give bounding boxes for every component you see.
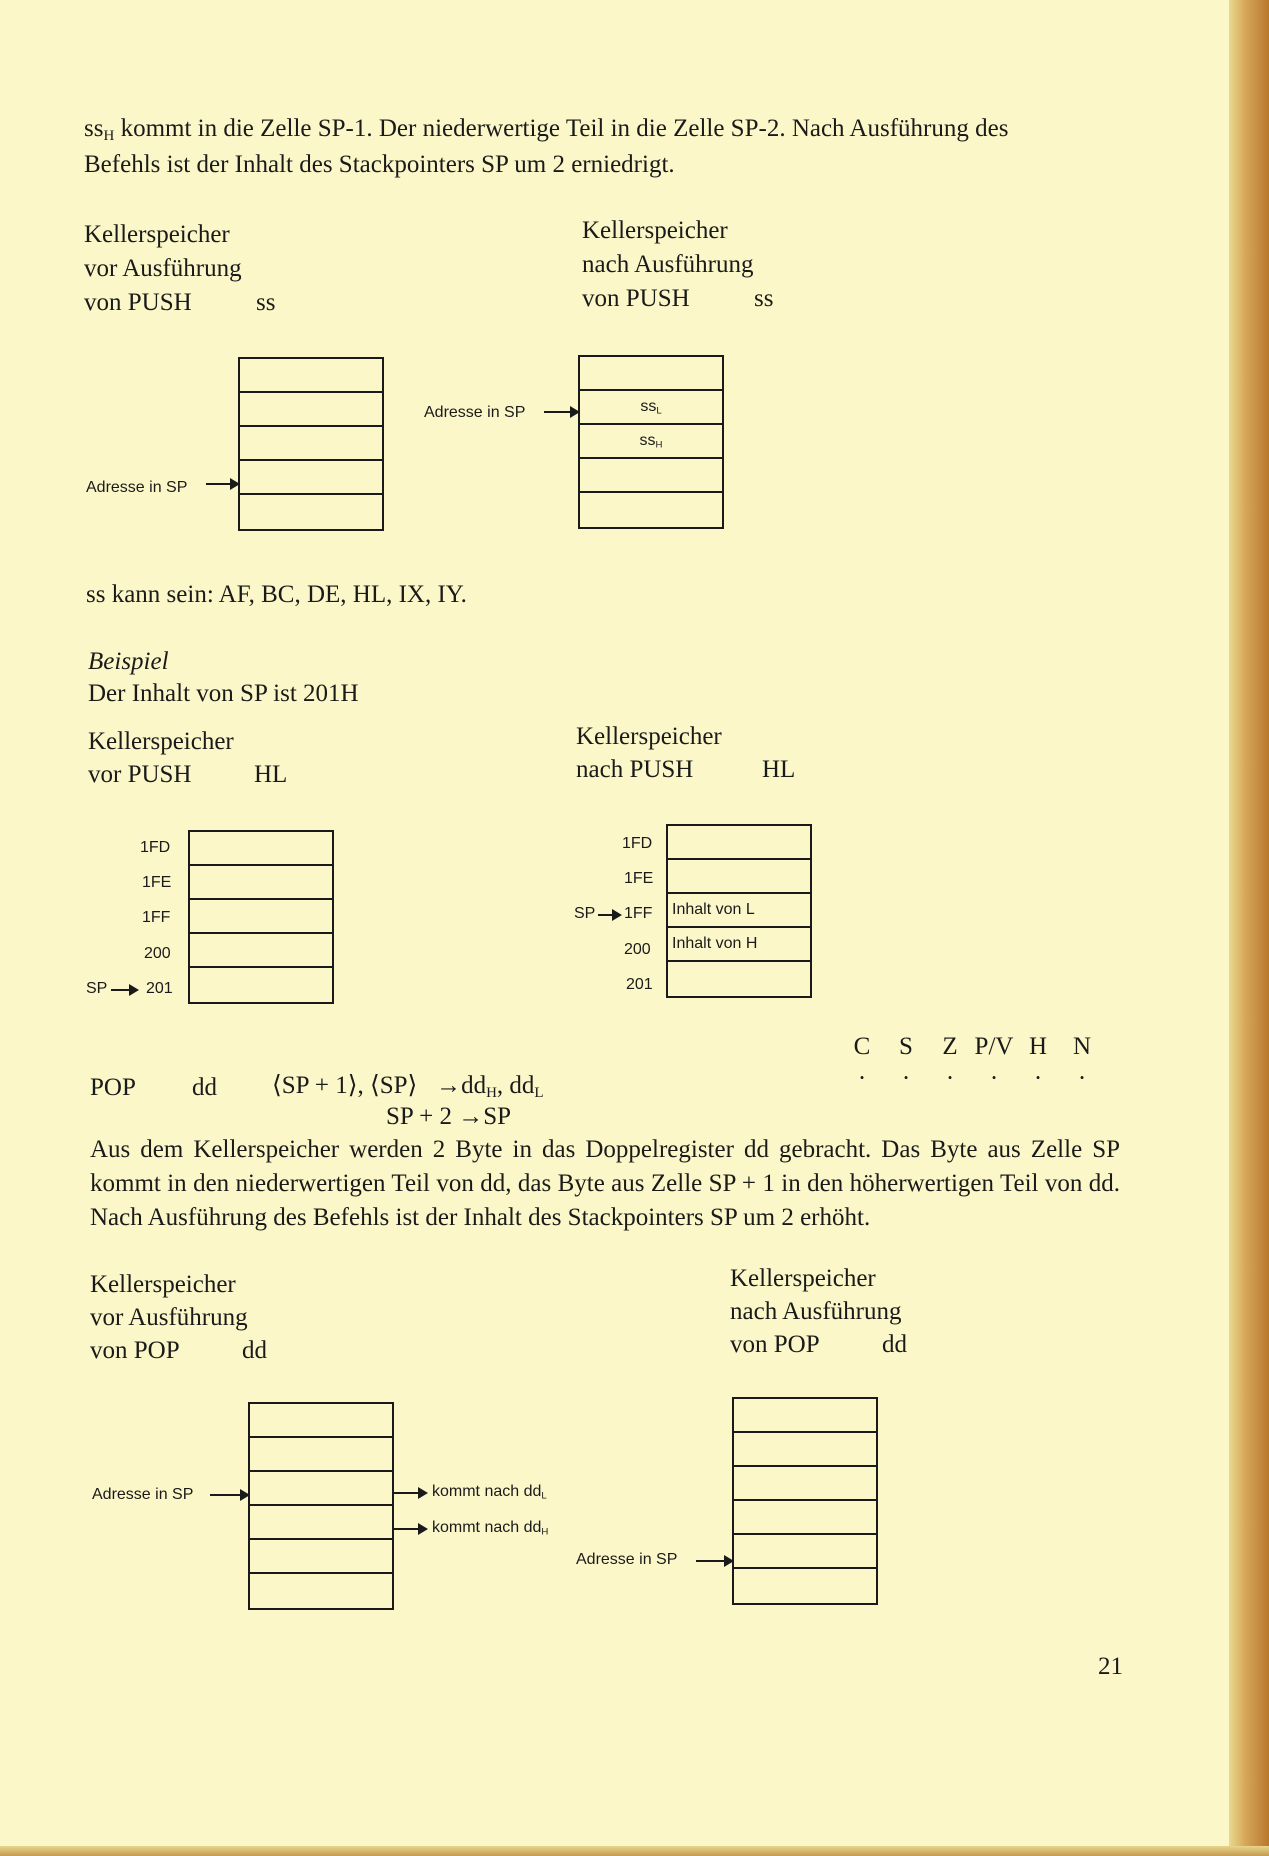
example-right-caption-1: Kellerspeicher <box>576 723 722 750</box>
sp-label: SP <box>574 905 596 922</box>
stack-cell <box>734 1399 876 1433</box>
pop-before-pointer-label: Adresse in SP <box>92 1486 194 1503</box>
stack-cell <box>190 968 332 1002</box>
pop-description: Aus dem Kellerspeicher werden 2 Byte in das Doppelregister dd gebracht. Das Byte aus Zelle SP kommt in den niederwertigen Teil von dd, das Byte aus Zelle SP + 1 in den höherwertigen Teil von dd. Nach Ausführung des Befehls ist der Inhalt des Stackpointers SP um 2 erhöht. <box>90 1136 1120 1231</box>
stack-cell <box>250 1540 392 1574</box>
addr-label: 200 <box>144 945 171 962</box>
pop-right-caption-1: Kellerspeicher <box>730 1265 876 1292</box>
stack-cell <box>580 357 722 391</box>
addr-label: 201 <box>146 980 173 997</box>
push-before-stack <box>238 357 384 531</box>
stack-cell <box>250 1506 392 1540</box>
stack-cell <box>240 461 382 495</box>
example-left-caption-1: Kellerspeicher <box>88 728 234 755</box>
addr-label: 1FF <box>624 905 653 922</box>
stack-cell <box>668 962 810 996</box>
stack-cell <box>668 826 810 860</box>
pop-out-low-arrow <box>392 1492 426 1494</box>
pop-left-caption-2: vor Ausführung <box>90 1304 248 1331</box>
addr-label: 201 <box>626 976 653 993</box>
flag-n: N <box>1072 1033 1092 1060</box>
flag-h: H <box>1028 1033 1048 1060</box>
page-edge <box>1229 0 1269 1856</box>
stack-cell <box>250 1438 392 1472</box>
flags-header <box>840 1030 1104 1064</box>
flag-value: · <box>1077 1065 1087 1092</box>
push-after-stack <box>578 355 724 529</box>
pop-left-caption-3: von POP <box>90 1337 180 1364</box>
pop-after-stack <box>732 1397 878 1605</box>
pop-right-caption-3: von POP <box>730 1331 820 1358</box>
flag-pv: P/V <box>974 1033 1014 1060</box>
stack-cell <box>190 900 332 934</box>
pop-mnemonic: POP <box>90 1074 136 1101</box>
push-before-pointer-arrow <box>206 483 238 485</box>
example-right-caption-2: nach PUSH <box>576 756 694 783</box>
example-heading: Beispiel <box>88 648 169 675</box>
push-left-caption-1: Kellerspeicher <box>84 221 230 248</box>
addr-label: 1FD <box>622 835 653 852</box>
push-left-caption-2: vor Ausführung <box>84 255 242 282</box>
push-right-caption-4: ss <box>754 285 774 312</box>
flag-value: · <box>901 1065 911 1092</box>
example-left-caption-2: vor PUSH <box>88 761 192 788</box>
stack-cell-ssh: $ss_H$ <box>580 425 722 459</box>
stack-cell <box>580 459 722 493</box>
sp-pointer-arrow <box>111 989 137 991</box>
pop-out-low-label: kommt nach $dd_L$ <box>432 1483 547 1502</box>
push-before-pointer-label: Adresse in SP <box>86 479 188 496</box>
pop-after-pointer-arrow <box>696 1560 732 1562</box>
push-right-caption-2: nach Ausführung <box>582 251 754 278</box>
example-after-stack <box>666 824 812 998</box>
flags-values <box>840 1062 1104 1096</box>
pop-after-pointer-label: Adresse in SP <box>576 1551 678 1568</box>
addr-label: 1FF <box>142 909 171 926</box>
pop-left-caption-4: dd <box>242 1337 267 1364</box>
stack-cell <box>734 1467 876 1501</box>
stack-cell-inhalt-h: Inhalt von H <box>668 928 810 962</box>
addr-label: 1FE <box>142 874 172 891</box>
flag-s: S <box>899 1033 913 1060</box>
stack-cell <box>580 493 722 527</box>
addr-label: 1FE <box>624 870 654 887</box>
stack-cell <box>190 934 332 968</box>
flag-c: C <box>853 1033 871 1060</box>
sp-pointer-arrow <box>598 914 620 916</box>
flag-value: · <box>989 1065 999 1092</box>
ss-options: ss kann sein: AF, BC, DE, HL, IX, IY. <box>86 581 467 608</box>
pop-operation-1: ⟨SP + 1⟩, ⟨SP⟩ $\to dd_H$, $dd_L$ <box>272 1072 544 1101</box>
stack-cell <box>190 866 332 900</box>
example-right-caption-3: HL <box>762 756 796 783</box>
intro-line-2: Befehls ist der Inhalt des Stackpointers SP um 2 erniedrigt. <box>84 151 675 178</box>
push-after-pointer-label: Adresse in SP <box>424 404 526 421</box>
stack-cell <box>240 393 382 427</box>
page-number: 21 <box>1098 1653 1123 1680</box>
pop-before-stack <box>248 1402 394 1610</box>
flag-value: · <box>857 1065 867 1092</box>
push-left-caption-4: ss <box>256 289 276 316</box>
pop-right-caption-2: nach Ausführung <box>730 1298 902 1325</box>
flag-value: · <box>945 1065 955 1092</box>
example-left-caption-3: HL <box>254 761 288 788</box>
pop-operation-2: SP + 2 →SP <box>386 1103 512 1130</box>
stack-cell-ssl: $ss_L$ <box>580 391 722 425</box>
addr-label: 1FD <box>140 839 171 856</box>
stack-cell <box>734 1433 876 1467</box>
stack-cell <box>668 860 810 894</box>
pop-out-high-arrow <box>392 1528 426 1530</box>
stack-cell <box>190 832 332 866</box>
intro-line-1: $ss_H$ kommt in die Zelle SP-1. Der niederwertige Teil in die Zelle SP-2. Nach Ausführung des <box>84 115 1009 144</box>
push-left-caption-3: von PUSH <box>84 289 192 316</box>
example-text: Der Inhalt von SP ist 201H <box>88 680 359 707</box>
stack-cell <box>734 1501 876 1535</box>
pop-operand: dd <box>192 1074 217 1101</box>
addr-label: 200 <box>624 941 651 958</box>
stack-cell <box>240 359 382 393</box>
stack-cell <box>250 1574 392 1608</box>
stack-cell <box>250 1404 392 1438</box>
pop-before-pointer-arrow <box>210 1494 248 1496</box>
example-before-stack <box>188 830 334 1004</box>
flag-z: Z <box>942 1033 958 1060</box>
stack-cell <box>250 1472 392 1506</box>
stack-cell <box>734 1535 876 1569</box>
push-right-caption-3: von PUSH <box>582 285 690 312</box>
page-edge-bottom <box>0 1846 1269 1856</box>
push-right-caption-1: Kellerspeicher <box>582 217 728 244</box>
sp-label: SP <box>86 980 108 997</box>
pop-left-caption-1: Kellerspeicher <box>90 1271 236 1298</box>
stack-cell-inhalt-l: Inhalt von L <box>668 894 810 928</box>
stack-cell <box>240 495 382 529</box>
pop-out-high-label: kommt nach $dd_H$ <box>432 1519 549 1538</box>
pop-right-caption-4: dd <box>882 1331 907 1358</box>
flag-value: · <box>1033 1065 1043 1092</box>
stack-cell <box>734 1569 876 1603</box>
stack-cell <box>240 427 382 461</box>
push-after-pointer-arrow <box>544 411 578 413</box>
